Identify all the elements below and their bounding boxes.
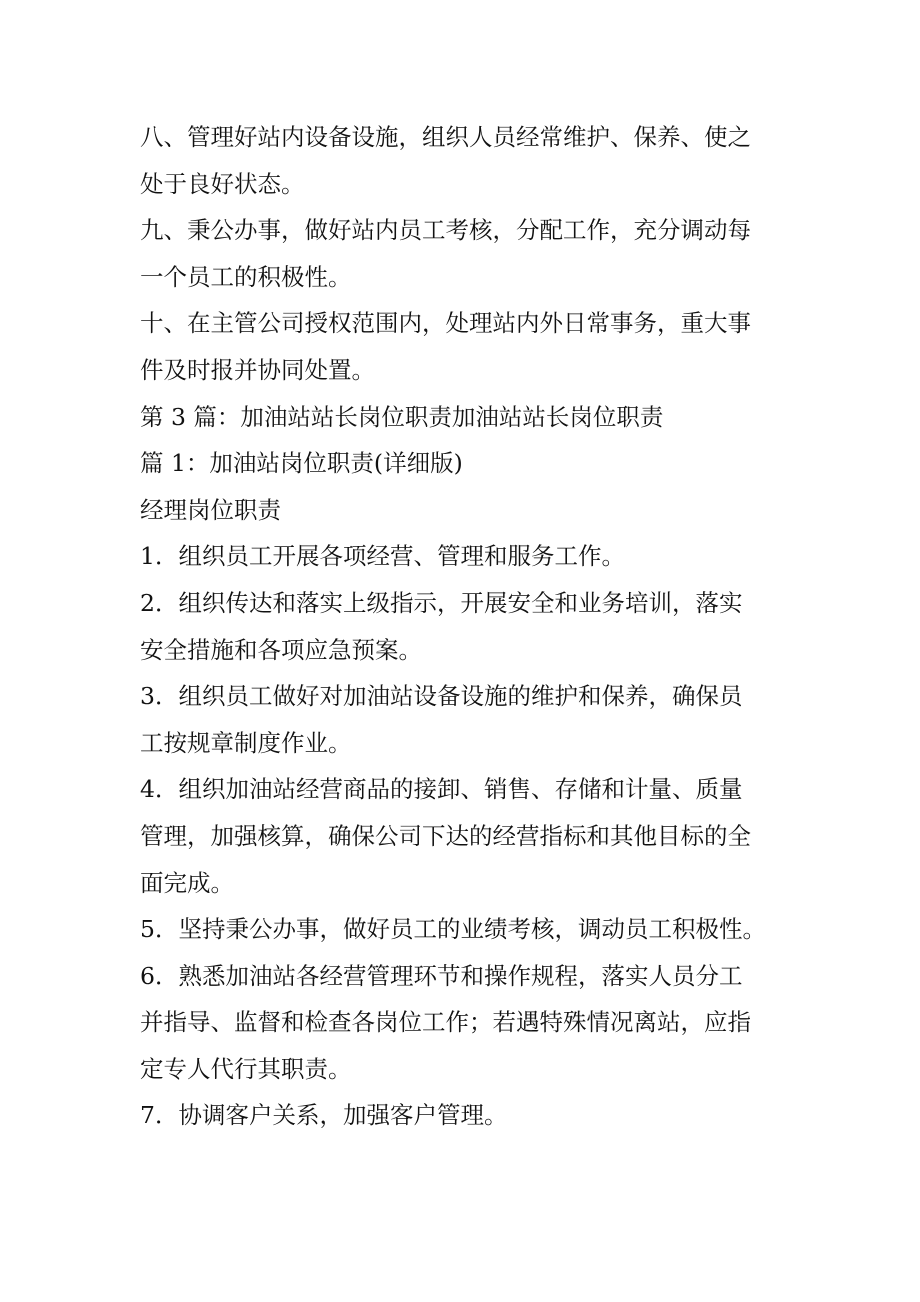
text-line: 管理，加强核算，确保公司下达的经营指标和其他目标的全 — [140, 821, 751, 850]
section-heading: 第 3 篇：加油站站长岗位职责加油站站长岗位职责 — [140, 402, 664, 431]
text-line: 面完成。 — [140, 868, 234, 897]
role-heading: 经理岗位职责 — [140, 495, 281, 524]
list-item: 3．组织员工做好对加油站设备设施的维护和保养，确保员 — [140, 682, 743, 711]
text-line: 安全措施和各项应急预案。 — [140, 635, 422, 664]
text-line: 工按规章制度作业。 — [140, 728, 352, 757]
text-line: 处于良好状态。 — [140, 169, 305, 198]
text-line: 九、秉公办事，做好站内员工考核，分配工作，充分调动每 — [140, 216, 751, 245]
list-item: 2．组织传达和落实上级指示，开展安全和业务培训，落实 — [140, 588, 743, 617]
text-line: 八、管理好站内设备设施，组织人员经常维护、保养、使之 — [140, 123, 751, 151]
text-line: 并指导、监督和检查各岗位工作；若遇特殊情况离站，应指 — [140, 1008, 751, 1037]
text-line: 一个员工的积极性。 — [140, 262, 352, 291]
text-line: 十、在主管公司授权范围内，处理站内外日常事务，重大事 — [140, 309, 751, 338]
list-item: 6．熟悉加油站各经营管理环节和操作规程，落实人员分工 — [140, 961, 743, 990]
list-item: 4．组织加油站经营商品的接卸、销售、存储和计量、质量 — [140, 775, 743, 804]
list-item: 1．组织员工开展各项经营、管理和服务工作。 — [140, 542, 625, 571]
document-body — [140, 114, 800, 1139]
text-line: 定专人代行其职责。 — [140, 1054, 352, 1083]
list-item: 5．坚持秉公办事，做好员工的业绩考核，调动员工积极性。 — [140, 915, 766, 944]
list-item: 7．协调客户关系，加强客户管理。 — [140, 1101, 508, 1130]
subsection-heading: 篇 1：加油站岗位职责(详细版) — [140, 449, 463, 478]
text-line: 件及时报并协同处置。 — [140, 355, 375, 384]
